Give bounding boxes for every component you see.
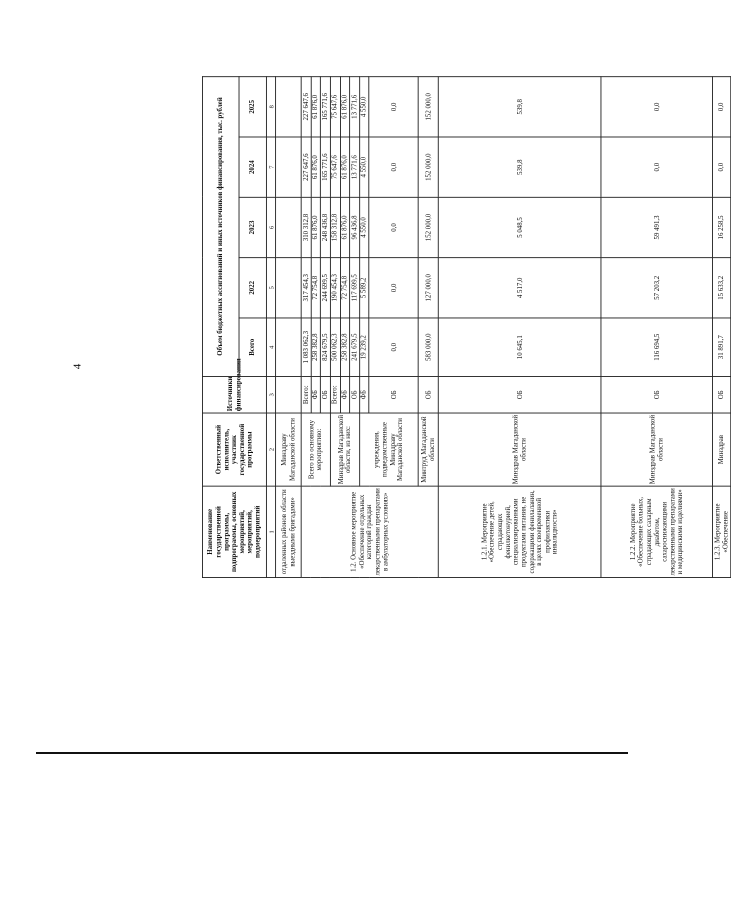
value-cell: 4 517,0	[439, 258, 602, 318]
value-cell: 310 312,8	[301, 197, 311, 257]
value-cell: 1 083 062,3	[301, 318, 311, 376]
value-cell: 13 771,6	[350, 137, 360, 197]
source-cell: ОБ	[601, 376, 713, 413]
source-cell: ФБ	[340, 376, 350, 413]
index-cell: 3	[266, 376, 275, 413]
value-cell: 165 771,6	[321, 137, 331, 197]
value-cell: 0,0	[601, 137, 713, 197]
index-cell: 5	[266, 258, 275, 318]
header-row-1	[202, 77, 239, 578]
row-executor: Минтруд Магаданской области	[419, 413, 439, 486]
value-cell: 539,8	[439, 77, 602, 137]
value-cell: 152 000,0	[419, 137, 439, 197]
value-cell: 227 647,6	[301, 77, 311, 137]
value-cell: 61 876,0	[311, 137, 321, 197]
header-2025: 2025	[239, 77, 266, 137]
index-cell: 1	[266, 486, 275, 577]
value-cell: 61 876,0	[340, 137, 350, 197]
rotated-table-wrapper	[202, 77, 729, 578]
source-cell: Всего:	[301, 376, 311, 413]
row-executor: Всего по основному мероприятию:	[301, 413, 330, 486]
value-cell: 258 382,8	[311, 318, 321, 376]
value-cell: 165 771,6	[321, 77, 331, 137]
table-row	[439, 77, 602, 578]
budget-table	[202, 76, 731, 578]
row-name: 1.2.2. Мероприятие «Обеспечение больных, страдающих сахарным диабетом, сахароснижающими лекарственными препаратами и медицинскими изделиями»	[601, 486, 713, 577]
value-cell: 61 876,0	[311, 77, 321, 137]
header-executor: Ответственный исполнитель, участник государственной программы	[202, 413, 266, 486]
value-cell: 31 891,7	[713, 318, 731, 376]
header-sources: Источники финансирования	[202, 376, 266, 413]
row-executor: Минздрав	[713, 413, 731, 486]
source-cell: Всего:	[330, 376, 340, 413]
row-executor: Минздрав Магаданской области, из них:	[330, 413, 359, 486]
value-cell: 4 550,0	[359, 197, 369, 257]
row-executor: учреждения, подведомственные Минздраву Магаданской области	[359, 413, 418, 486]
value-cell: 0,0	[369, 77, 418, 137]
source-cell: ФБ	[311, 376, 321, 413]
value-cell: 248 436,8	[321, 197, 331, 257]
value-cell: 0,0	[369, 318, 418, 376]
index-cell: 4	[266, 318, 275, 376]
index-cell: 8	[266, 77, 275, 137]
value-cell: 0,0	[713, 137, 731, 197]
index-cell: 2	[266, 413, 275, 486]
value-cell: 57 203,2	[601, 258, 713, 318]
value-cell: 152 000,0	[419, 77, 439, 137]
value-cell: 824 679,5	[321, 318, 331, 376]
table-row	[601, 77, 713, 578]
index-cell: 6	[266, 197, 275, 257]
source-cell: ОБ	[419, 376, 439, 413]
value-cell: 72 754,8	[340, 258, 350, 318]
header-2024: 2024	[239, 137, 266, 197]
value-cell: 241 679,5	[350, 318, 360, 376]
row-executor: Минздрав Магаданской области	[601, 413, 713, 486]
value-cell: 127 000,0	[419, 258, 439, 318]
page-number: 4	[71, 363, 84, 370]
value-cell: 0,0	[601, 77, 713, 137]
value-cell: 5 589,2	[359, 258, 369, 318]
value-cell: 0,0	[369, 258, 418, 318]
header-total: Всего	[239, 318, 266, 376]
value-cell: 61 876,0	[311, 197, 321, 257]
value-cell: 539,8	[439, 137, 602, 197]
value-cell: 190 454,3	[330, 258, 340, 318]
row-name: отдаленных районов области выездными бригадами»	[276, 486, 302, 577]
source-cell: ОБ	[350, 376, 360, 413]
value-cell: 583 000,0	[419, 318, 439, 376]
source-cell: ОБ	[369, 376, 418, 413]
value-cell: 0,0	[713, 77, 731, 137]
source-cell: ОБ	[321, 376, 331, 413]
horizontal-rule	[36, 752, 628, 754]
row-executor: Минздраву Магаданской области	[276, 413, 302, 486]
value-cell: 75 647,6	[330, 137, 340, 197]
value-cell: 116 694,5	[601, 318, 713, 376]
value-cell: 61 876,0	[340, 197, 350, 257]
value-cell: 5 048,5	[439, 197, 602, 257]
value-cell: 0,0	[369, 137, 418, 197]
value-cell: 59 491,3	[601, 197, 713, 257]
row-executor: Минздрав Магаданской области	[439, 413, 602, 486]
value-cell: 72 754,8	[311, 258, 321, 318]
value-cell: 75 647,6	[330, 77, 340, 137]
table-row	[276, 77, 302, 578]
value-cell: 158 312,8	[330, 197, 340, 257]
value-cell: 16 258,5	[713, 197, 731, 257]
index-row	[266, 77, 275, 578]
row-name: 1.2.3. Мероприятие «Обеспечение	[713, 486, 731, 577]
value-cell: 15 633,2	[713, 258, 731, 318]
value-cell: 0,0	[369, 197, 418, 257]
value-cell: 13 771,6	[350, 77, 360, 137]
source-cell: ОБ	[439, 376, 602, 413]
header-volume: Объем бюджетных ассигнований и иных источников финансирования, тыс. рублей	[202, 77, 239, 377]
header-2023: 2023	[239, 197, 266, 257]
value-cell: 244 699,5	[321, 258, 331, 318]
value-cell: 10 645,1	[439, 318, 602, 376]
source-cell: ФБ	[359, 376, 369, 413]
value-cell: 227 647,6	[301, 137, 311, 197]
header-name: Наименование государственной программы, подпрограммы, основных мероприятий, мероприятий, подмероприятий	[202, 486, 266, 577]
value-cell: 19 239,2	[359, 318, 369, 376]
value-cell: 4 550,0	[359, 77, 369, 137]
table-row	[301, 77, 311, 578]
index-cell: 7	[266, 137, 275, 197]
value-cell: 500 062,3	[330, 318, 340, 376]
value-cell: 317 454,3	[301, 258, 311, 318]
value-cell: 258 382,8	[340, 318, 350, 376]
row-name: 1.2.1. Мероприятие «Обеспечение детей, страдающих фенилкетонурией, специализированными продуктами питания, не содержащими фенилаланин, в целях своевременной профилактики инвалидности»	[439, 486, 602, 577]
table-row	[713, 77, 731, 578]
row-name: 1.2. Основное мероприятие «Обеспечение отдельных категорий граждан лекарственными препаратами в амбулаторных условиях»	[301, 486, 438, 577]
value-cell: 96 436,8	[350, 197, 360, 257]
value-cell: 152 000,0	[419, 197, 439, 257]
value-cell: 61 876,0	[340, 77, 350, 137]
value-cell: 4 550,0	[359, 137, 369, 197]
value-cell: 117 699,5	[350, 258, 360, 318]
header-2022: 2022	[239, 258, 266, 318]
source-cell: ОБ	[713, 376, 731, 413]
